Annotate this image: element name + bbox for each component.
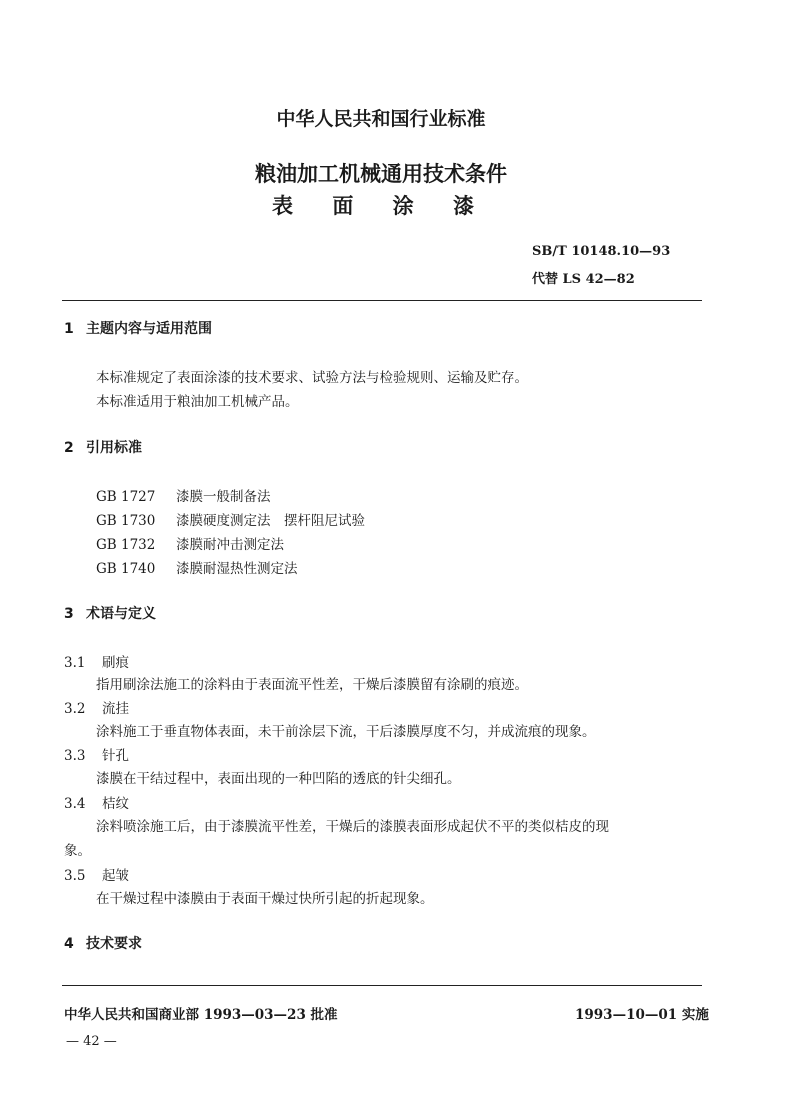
reference-item: [96, 533, 284, 553]
section-number: 2: [64, 440, 74, 456]
term-number: 3.2: [64, 701, 86, 717]
term-heading: [64, 744, 129, 764]
effective-date: 1993—10—01 实施: [575, 1007, 709, 1023]
page-number: — 42 —: [66, 1034, 117, 1049]
replaces-standard: 代替 LS 42—82: [532, 272, 635, 287]
issuer-heading: 中华人民共和国行业标准: [276, 108, 486, 130]
footer-divider: [62, 985, 702, 986]
term-heading: [64, 792, 129, 812]
term-number: 3.4: [64, 796, 86, 812]
document-subtitle: 表 面 涂 漆: [272, 194, 490, 218]
section-number: 4: [64, 936, 74, 952]
section-title: 技术要求: [86, 936, 142, 952]
reference-code: GB 1730: [96, 513, 156, 529]
term-number: 3.3: [64, 748, 86, 764]
header-divider: [62, 300, 702, 301]
term-definition: 在干燥过程中漆膜由于表面干燥过快所引起的折起现象。: [96, 891, 434, 907]
term-definition: 涂料喷涂施工后，由于漆膜流平性差，干燥后的漆膜表面形成起伏不平的类似桔皮的现: [96, 819, 609, 835]
reference-code: GB 1732: [96, 537, 156, 553]
term-name: 流挂: [102, 701, 129, 717]
term-name: 桔纹: [102, 796, 129, 812]
term-heading: [64, 697, 129, 717]
section-1-heading: [64, 318, 212, 338]
reference-code: GB 1740: [96, 561, 156, 577]
term-number: 3.1: [64, 655, 86, 671]
standard-number: SB/T 10148.10—93: [532, 244, 671, 259]
reference-name: 漆膜耐冲击测定法: [176, 537, 284, 553]
section-3-heading: [64, 603, 156, 623]
section-1-paragraph-2: 本标准适用于粮油加工机械产品。: [96, 394, 299, 410]
reference-code: GB 1727: [96, 489, 156, 505]
reference-item: [96, 509, 365, 529]
term-heading: [64, 864, 129, 884]
section-title: 引用标准: [86, 440, 142, 456]
document-title: 粮油加工机械通用技术条件: [255, 162, 507, 186]
reference-name: 漆膜硬度测定法 摆杆阻尼试验: [176, 513, 365, 529]
term-definition: 涂料施工于垂直物体表面，未干前涂层下流，干后漆膜厚度不匀，并成流痕的现象。: [96, 724, 596, 740]
section-1-paragraph-1: 本标准规定了表面涂漆的技术要求、试验方法与检验规则、运输及贮存。: [96, 370, 528, 386]
reference-item: [96, 557, 298, 577]
term-heading: [64, 651, 129, 671]
reference-name: 漆膜耐湿热性测定法: [176, 561, 298, 577]
term-definition-continued: 象。: [64, 843, 91, 859]
section-number: 1: [64, 321, 74, 337]
section-number: 3: [64, 606, 74, 622]
term-definition: 漆膜在干结过程中，表面出现的一种凹陷的透底的针尖细孔。: [96, 771, 461, 787]
section-title: 术语与定义: [86, 606, 156, 622]
reference-item: [96, 485, 271, 505]
term-name: 针孔: [102, 748, 129, 764]
term-name: 刷痕: [102, 655, 129, 671]
term-number: 3.5: [64, 868, 86, 884]
reference-name: 漆膜一般制备法: [176, 489, 271, 505]
section-2-heading: [64, 437, 142, 457]
section-4-heading: [64, 933, 142, 953]
section-title: 主题内容与适用范围: [86, 321, 212, 337]
term-definition: 指用刷涂法施工的涂料由于表面流平性差，干燥后漆膜留有涂刷的痕迹。: [96, 677, 528, 693]
term-name: 起皱: [102, 868, 129, 884]
approval-info: 中华人民共和国商业部 1993—03—23 批准: [64, 1007, 338, 1023]
